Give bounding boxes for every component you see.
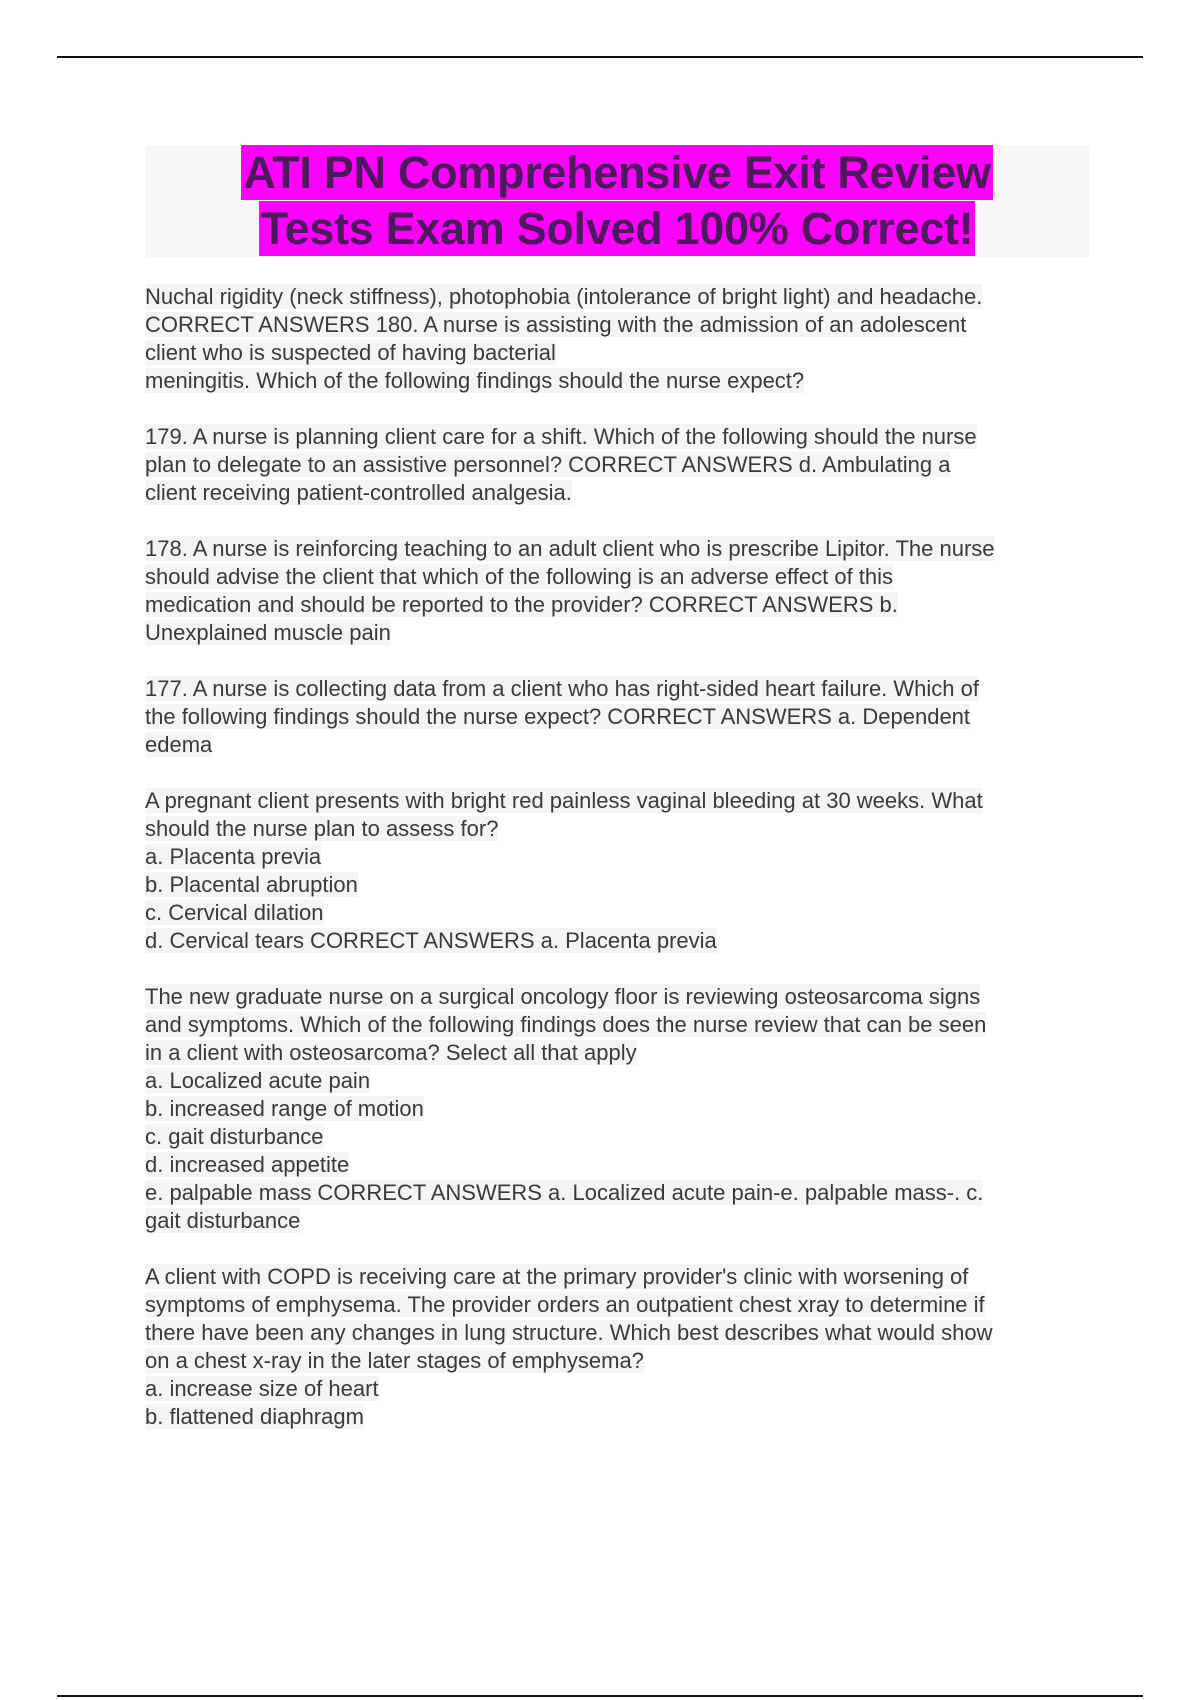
text-line <box>145 1263 1090 1291</box>
text-line-content: b. flattened diaphragm <box>145 1404 364 1429</box>
text-line-content: a. Placenta previa <box>145 844 322 869</box>
question-block <box>145 535 1090 647</box>
text-line <box>145 367 1090 395</box>
text-line <box>145 1179 1090 1207</box>
text-line <box>145 423 1090 451</box>
text-line-content: c. Cervical dilation <box>145 900 324 925</box>
text-line-content: A client with COPD is receiving care at the primary provider's clinic with worsening of <box>145 1264 969 1289</box>
question-block <box>145 787 1090 955</box>
text-line-content: a. Localized acute pain <box>145 1068 371 1093</box>
text-line-content: should advise the client that which of the following is an adverse effect of this <box>145 564 894 589</box>
question-block <box>145 423 1090 507</box>
text-line-content: on a chest x-ray in the later stages of emphysema? <box>145 1348 644 1373</box>
text-line-content: e. palpable mass CORRECT ANSWERS a. Localized acute pain-e. palpable mass-. c. <box>145 1180 984 1205</box>
text-line-content: The new graduate nurse on a surgical oncology floor is reviewing osteosarcoma signs <box>145 984 981 1009</box>
text-line <box>145 983 1090 1011</box>
question-block <box>145 283 1090 395</box>
text-line <box>145 927 1090 955</box>
text-line <box>145 1011 1090 1039</box>
text-line-content: a. increase size of heart <box>145 1376 379 1401</box>
text-line <box>145 1403 1090 1431</box>
text-line <box>145 619 1090 647</box>
text-line <box>145 843 1090 871</box>
text-line-content: 179. A nurse is planning client care for a shift. Which of the following should the nurse <box>145 424 977 449</box>
title-line-1: ATI PN Comprehensive Exit Review <box>243 147 991 198</box>
text-line <box>145 1067 1090 1095</box>
text-line-content: symptoms of emphysema. The provider orders an outpatient chest xray to determine if <box>145 1292 985 1317</box>
text-line-content: the following findings should the nurse expect? CORRECT ANSWERS a. Dependent <box>145 704 971 729</box>
text-line-content: medication and should be reported to the provider? CORRECT ANSWERS b. <box>145 592 898 617</box>
text-line <box>145 339 1090 367</box>
text-line <box>145 1039 1090 1067</box>
text-line-content: client who is suspected of having bacterial <box>145 340 556 365</box>
document-body <box>145 283 1090 1459</box>
text-line-content: d. increased appetite <box>145 1152 350 1177</box>
text-line-content: b. Placental abruption <box>145 872 358 897</box>
text-line <box>145 815 1090 843</box>
text-line-content: 177. A nurse is collecting data from a client who has right-sided heart failure. Which of <box>145 676 979 701</box>
text-line <box>145 451 1090 479</box>
text-line-content: and symptoms. Which of the following findings does the nurse review that can be seen <box>145 1012 987 1037</box>
text-line <box>145 1347 1090 1375</box>
text-line-content: gait disturbance <box>145 1208 301 1233</box>
title-line-2: Tests Exam Solved 100% Correct! <box>260 203 974 254</box>
text-line-content: in a client with osteosarcoma? Select all that apply <box>145 1040 637 1065</box>
text-line <box>145 591 1090 619</box>
text-line <box>145 899 1090 927</box>
text-line <box>145 1151 1090 1179</box>
text-line <box>145 1291 1090 1319</box>
text-line-content: edema <box>145 732 213 757</box>
text-line-content: there have been any changes in lung structure. Which best describes what would show <box>145 1320 993 1345</box>
text-line <box>145 311 1090 339</box>
text-line <box>145 563 1090 591</box>
text-line-content: c. gait disturbance <box>145 1124 324 1149</box>
question-block <box>145 983 1090 1235</box>
text-line-content: meningitis. Which of the following findings should the nurse expect? <box>145 368 805 393</box>
text-line <box>145 1095 1090 1123</box>
bottom-rule <box>57 1695 1143 1697</box>
document-title <box>145 145 1089 257</box>
text-line-content: Nuchal rigidity (neck stiffness), photophobia (intolerance of bright light) and headache. <box>145 284 983 309</box>
top-rule <box>57 56 1143 58</box>
text-line <box>145 787 1090 815</box>
text-line-content: d. Cervical tears CORRECT ANSWERS a. Placenta previa <box>145 928 717 953</box>
text-line <box>145 1123 1090 1151</box>
text-line-content: 178. A nurse is reinforcing teaching to an adult client who is prescribe Lipitor. The nurse <box>145 536 995 561</box>
text-line <box>145 871 1090 899</box>
text-line <box>145 535 1090 563</box>
question-block <box>145 1263 1090 1431</box>
text-line-content: client receiving patient-controlled analgesia. <box>145 480 572 505</box>
text-line <box>145 1375 1090 1403</box>
question-block <box>145 675 1090 759</box>
text-line <box>145 1207 1090 1235</box>
text-line-content: A pregnant client presents with bright red painless vaginal bleeding at 30 weeks. What <box>145 788 983 813</box>
text-line <box>145 479 1090 507</box>
text-line <box>145 731 1090 759</box>
text-line <box>145 1319 1090 1347</box>
text-line-content: should the nurse plan to assess for? <box>145 816 499 841</box>
text-line <box>145 283 1090 311</box>
text-line-content: CORRECT ANSWERS 180. A nurse is assisting with the admission of an adolescent <box>145 312 967 337</box>
text-line <box>145 675 1090 703</box>
text-line-content: Unexplained muscle pain <box>145 620 391 645</box>
text-line-content: b. increased range of motion <box>145 1096 424 1121</box>
text-line-content: plan to delegate to an assistive personnel? CORRECT ANSWERS d. Ambulating a <box>145 452 951 477</box>
text-line <box>145 703 1090 731</box>
